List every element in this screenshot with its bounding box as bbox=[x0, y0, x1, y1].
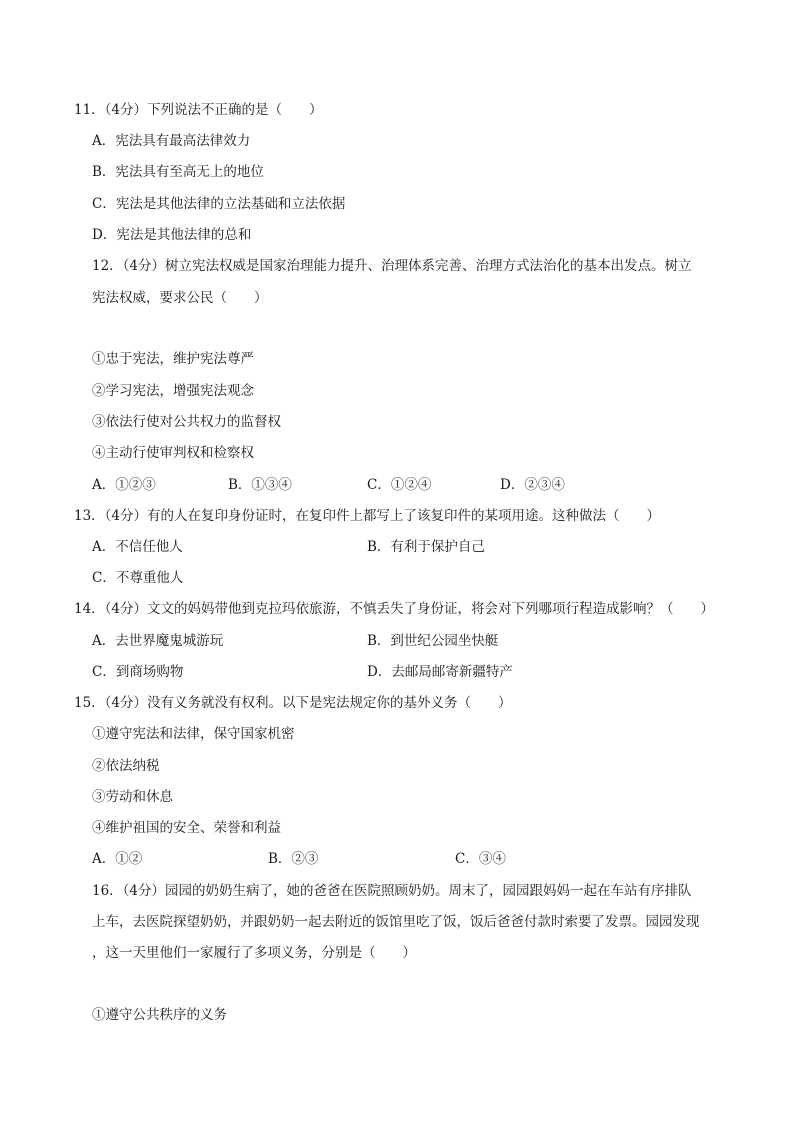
q15-item-1: ①遵守宪法和法律，保守国家机密 bbox=[92, 726, 295, 742]
q12-stem-line2: 宪法权威，要求公民（ ） bbox=[92, 290, 268, 306]
q11-option-c: C．宪法是其他法律的立法基础和立法依据 bbox=[92, 196, 346, 212]
q15-item-3: ③劳动和休息 bbox=[92, 789, 173, 805]
q11-stem: 11．（4分）下列说法不正确的是（ ） bbox=[74, 102, 323, 118]
q14-option-b: B．到世纪公园坐快艇 bbox=[367, 633, 499, 649]
q12-option-a: A．①②③ bbox=[92, 477, 156, 493]
q15-option-a: A．①② bbox=[92, 851, 143, 867]
q15-option-b: B．②③ bbox=[268, 851, 319, 867]
q13-stem: 13．（4分）有的人在复印身份证时，在复印件上都写上了该复印件的某项用途。这种做法（ ） bbox=[74, 508, 661, 524]
q15-item-4: ④维护祖国的安全、荣誉和利益 bbox=[92, 820, 281, 836]
q16-stem-line3: ，这一天里他们一家履行了多项义务，分别是（ ） bbox=[92, 945, 416, 961]
q14-option-a: A．去世界魔鬼城游玩 bbox=[92, 633, 224, 649]
q11-option-d: D．宪法是其他法律的总和 bbox=[92, 227, 252, 243]
q12-option-c: C．①②④ bbox=[367, 477, 432, 493]
q12-item-4: ④主动行使审判权和检察权 bbox=[92, 445, 254, 461]
q15-option-c: C．③④ bbox=[455, 851, 506, 867]
q12-option-d: D．②③④ bbox=[500, 477, 565, 493]
q16-item-1: ①遵守公共秩序的义务 bbox=[92, 1007, 227, 1023]
q13-option-c: C．不尊重他人 bbox=[92, 570, 184, 586]
q12-option-b: B．①③④ bbox=[228, 477, 292, 493]
q16-stem-line2: 上车，去医院探望奶奶，并跟奶奶一起去附近的饭馆里吃了饭，饭后爸爸付款时索要了发票。园园发现 bbox=[92, 914, 700, 930]
q15-stem: 15．（4分）没有义务就没有权利。以下是宪法规定你的基外义务（ ） bbox=[74, 695, 512, 711]
q14-stem: 14．（4分）文文的妈妈带他到克拉玛依旅游，不慎丢失了身份证，将会对下列哪项行程造成影响？（ ） bbox=[74, 601, 715, 617]
q15-item-2: ②依法纳税 bbox=[92, 758, 160, 774]
q11-option-b: B．宪法具有至高无上的地位 bbox=[92, 164, 264, 180]
q16-stem-line1: 16．（4分）园园的奶奶生病了，她的爸爸在医院照顾奶奶。周末了，园园跟妈妈一起在车站有序排队 bbox=[92, 883, 692, 899]
q13-option-b: B．有利于保护自己 bbox=[367, 539, 485, 555]
q12-item-3: ③依法行使对公共权力的监督权 bbox=[92, 414, 281, 430]
q11-option-a: A．宪法具有最高法律效力 bbox=[92, 133, 251, 149]
q14-option-c: C．到商场购物 bbox=[92, 664, 184, 680]
q14-option-d: D．去邮局邮寄新疆特产 bbox=[367, 664, 513, 680]
q12-item-1: ①忠于宪法，维护宪法尊严 bbox=[92, 351, 254, 367]
q13-option-a: A．不信任他人 bbox=[92, 539, 183, 555]
q12-stem-line1: 12．（4分）树立宪法权威是国家治理能力提升、治理体系完善、治理方式法治化的基本出发点。树立 bbox=[92, 258, 692, 274]
q12-item-2: ②学习宪法，增强宪法观念 bbox=[92, 383, 254, 399]
